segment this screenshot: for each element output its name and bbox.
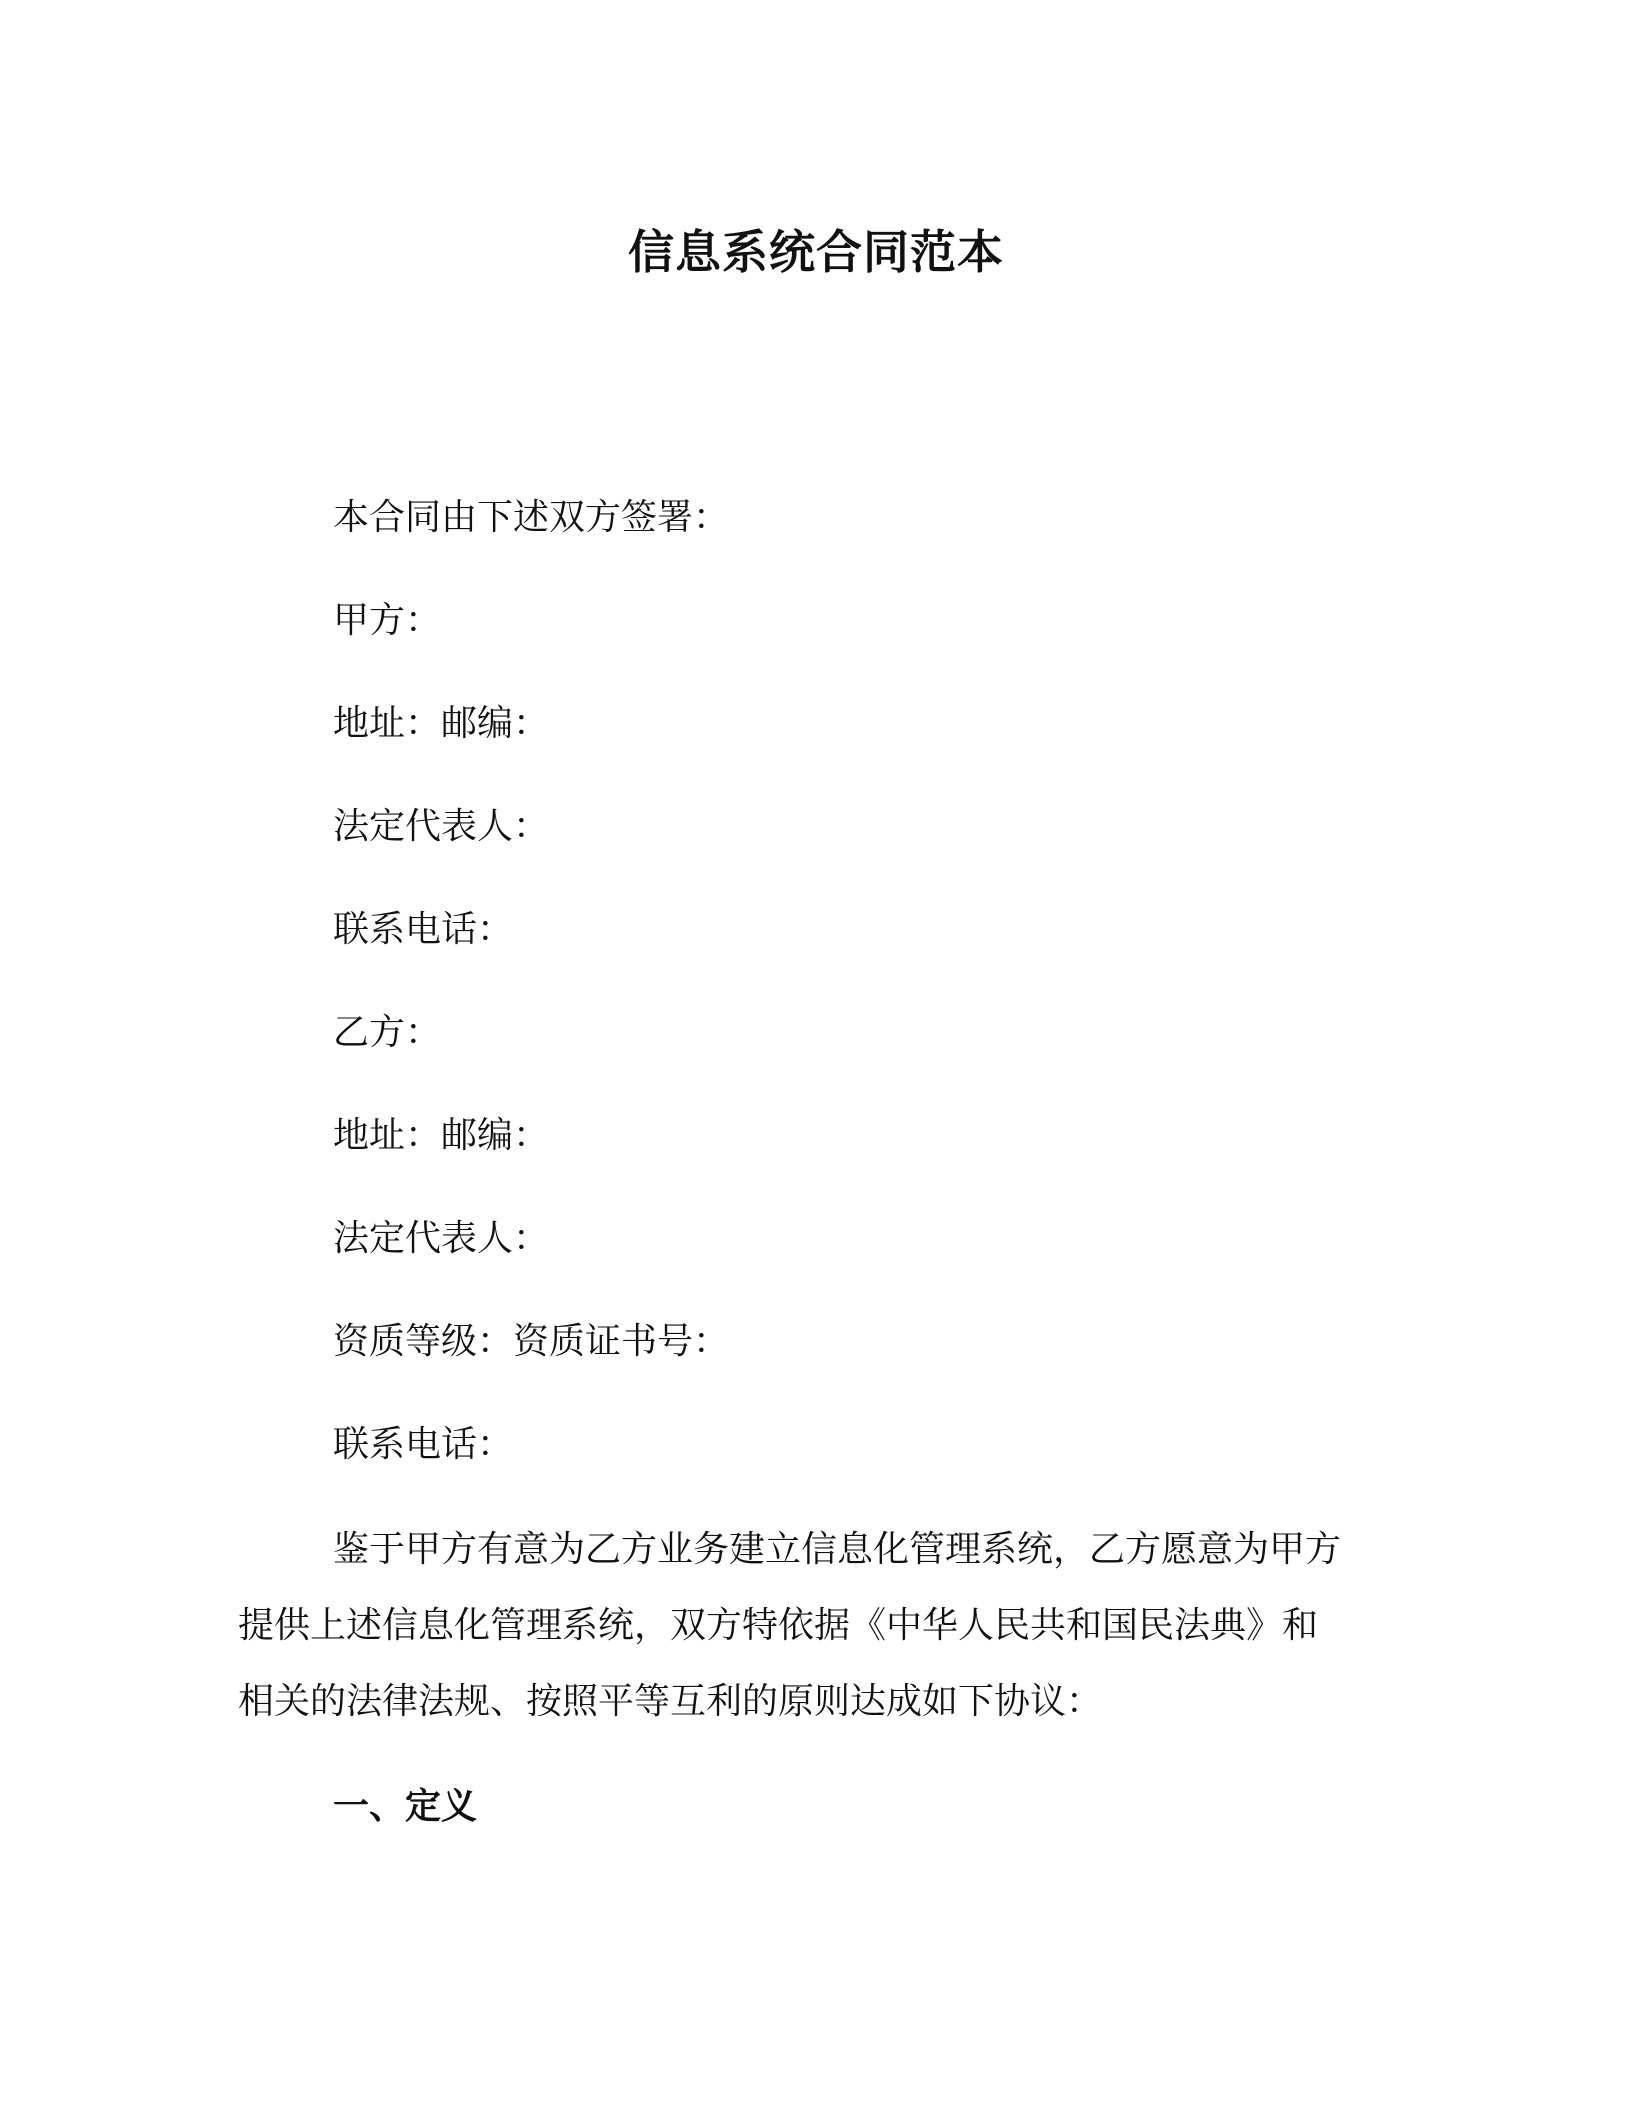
party-b-label: 乙方： bbox=[333, 1012, 442, 1053]
party-b-phone: 联系电话： bbox=[333, 1424, 514, 1465]
party-a-address: 地址：邮编： bbox=[333, 703, 550, 744]
party-b-representative: 法定代表人： bbox=[333, 1218, 550, 1259]
intro-line: 本合同由下述双方签署： bbox=[333, 497, 730, 538]
document-title: 信息系统合同范本 bbox=[628, 225, 1004, 279]
party-a-representative: 法定代表人： bbox=[333, 806, 550, 847]
preamble-line: 相关的法律法规、按照平等互利的原则达成如下协议： bbox=[238, 1681, 1103, 1722]
party-b-qualification: 资质等级：资质证书号： bbox=[333, 1321, 730, 1362]
preamble-line: 提供上述信息化管理系统，双方特依据《中华人民共和国民法典》和 bbox=[238, 1605, 1319, 1646]
party-b-address: 地址：邮编： bbox=[333, 1115, 550, 1156]
preamble-line: 鉴于甲方有意为乙方业务建立信息化管理系统，乙方愿意为甲方 bbox=[333, 1529, 1342, 1570]
party-a-phone: 联系电话： bbox=[333, 909, 514, 950]
party-a-label: 甲方： bbox=[333, 600, 442, 641]
section-heading-definitions: 一、定义 bbox=[333, 1786, 478, 1827]
preamble-paragraph bbox=[238, 1512, 1398, 1740]
